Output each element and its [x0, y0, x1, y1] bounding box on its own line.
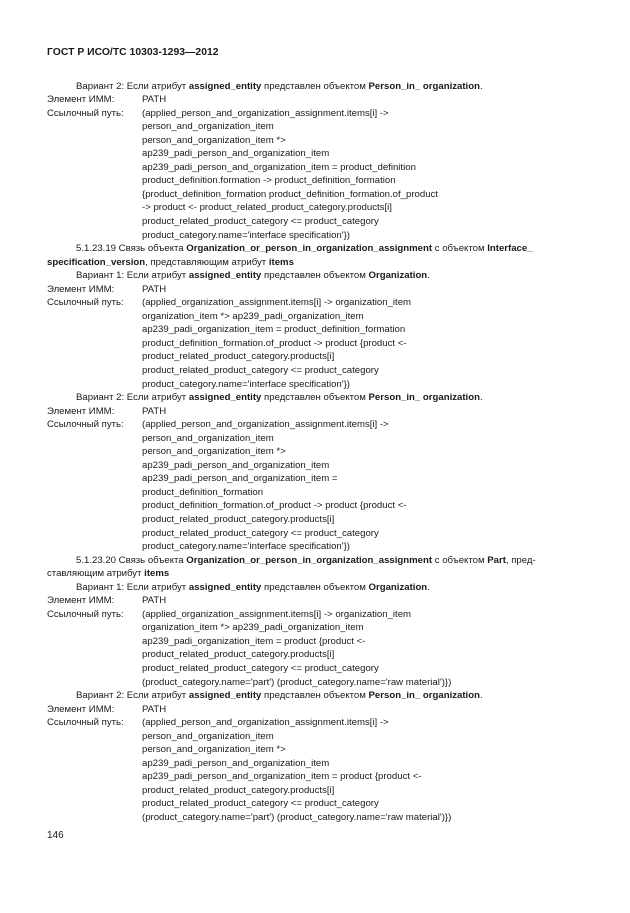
element-value: PATH [142, 94, 167, 106]
reference-path-text: product_related_product_category <= product_category [142, 364, 379, 376]
variant-prefix: Вариант 1: Если атрибут [76, 270, 189, 282]
variant-line [47, 581, 607, 595]
document-body [47, 80, 607, 825]
reference-path-line [47, 134, 607, 148]
section-entity-name: Part [487, 554, 506, 566]
reference-path-text: ap239_padi_person_and_organization_item = product_definition [142, 161, 416, 173]
reference-path-text: product_related_product_category.products[i] [142, 514, 335, 525]
reference-path-text: person_and_organization_item [142, 730, 274, 742]
variant-line [47, 689, 607, 703]
reference-path-text: product_related_product_category <= product_category [142, 663, 379, 675]
reference-path-line [47, 350, 607, 364]
reference-path-line [47, 540, 607, 554]
section-heading-line [47, 256, 607, 270]
reference-path-text: product_related_product_category.products[i] [142, 351, 335, 363]
reference-path-text: (applied_organization_assignment.items[i] -> organization_item [142, 608, 412, 620]
reference-path-line [47, 635, 607, 649]
section-text: 5.1.23.19 Связь объекта [76, 243, 187, 255]
variant-middle: представлен объектом [261, 690, 369, 702]
reference-path-text: product_related_product_category <= product_category [142, 215, 379, 227]
section-entity-name: items [268, 256, 294, 268]
reference-path-text: (applied_person_and_organization_assignment.items[i] -> [142, 419, 389, 431]
variant-prefix: Вариант 2: Если атрибут [76, 392, 189, 404]
reference-path-line [47, 378, 607, 392]
section-heading-line [47, 554, 607, 568]
reference-path-line [47, 459, 607, 473]
section-text: с объектом [432, 554, 488, 566]
reference-path-text: ap239_padi_person_and_organization_item [142, 757, 330, 769]
entity-name: Person_in_ organization [368, 392, 480, 404]
element-line [47, 405, 607, 419]
element-label: Элемент ИММ: [47, 595, 115, 607]
element-line [47, 703, 607, 717]
reference-path-line [47, 784, 607, 798]
reference-path-line [47, 432, 607, 446]
element-label: Элемент ИММ: [47, 94, 115, 106]
reference-path-line [47, 499, 607, 513]
section-entity-name: Interface_ [487, 243, 533, 255]
reference-path-line [47, 229, 607, 243]
reference-path-line [47, 107, 607, 121]
element-label: Элемент ИММ: [47, 283, 115, 295]
reference-path-text: person_and_organization_item *> [142, 134, 286, 146]
reference-path-line [47, 296, 607, 310]
reference-path-line [47, 608, 607, 622]
section-text: 5.1.23.20 Связь объекта [76, 554, 187, 566]
reference-path-text: product_category.name='interface specification'}) [142, 229, 351, 241]
reference-path-line [47, 364, 607, 378]
reference-path-line [47, 716, 607, 730]
entity-name: Organization [368, 581, 428, 593]
reference-path-line [47, 513, 607, 527]
reference-path-line [47, 757, 607, 771]
element-line [47, 594, 607, 608]
element-value: PATH [142, 595, 167, 607]
section-text: ставляющим атрибут [47, 568, 145, 580]
reference-path-line [47, 486, 607, 500]
reference-path-line [47, 743, 607, 757]
entity-name: Person_in_ organization [368, 690, 480, 702]
reference-path-line [47, 797, 607, 811]
reference-path-line [47, 621, 607, 635]
document-header: ГОСТ Р ИСО/ТС 10303-1293—2012 [47, 47, 219, 58]
variant-middle: представлен объектом [261, 392, 369, 404]
attribute-name: assigned_entity [188, 690, 262, 702]
reference-path-line [47, 418, 607, 432]
attribute-name: assigned_entity [188, 581, 262, 593]
reference-path-text: product_definition.formation -> product_definition_formation [142, 175, 396, 187]
reference-path-text: (applied_organization_assignment.items[i] -> organization_item [142, 297, 412, 309]
reference-path-label: Ссылочный путь: [47, 107, 124, 119]
reference-path-text: organization_item *> ap239_padi_organization_item [142, 622, 364, 634]
element-value: PATH [142, 703, 167, 715]
element-label: Элемент ИММ: [47, 703, 115, 715]
reference-path-text: ap239_padi_organization_item = product_definition_formation [142, 324, 406, 336]
variant-middle: представлен объектом [261, 80, 369, 92]
attribute-name: assigned_entity [188, 80, 262, 92]
element-value: PATH [142, 283, 167, 295]
reference-path-line [47, 662, 607, 676]
variant-suffix: . [427, 581, 430, 593]
reference-path-text: -> product <- product_related_product_category.products[i] [142, 202, 392, 214]
reference-path-text: person_and_organization_item [142, 121, 274, 133]
reference-path-line [47, 188, 607, 202]
variant-line [47, 80, 607, 94]
reference-path-text: product_definition_formation.of_product -> product {product <- [142, 337, 407, 349]
reference-path-label: Ссылочный путь: [47, 297, 124, 309]
page-number: 146 [47, 830, 64, 841]
reference-path-text: (product_category.name='part') (product_category.name='raw material')}) [142, 676, 452, 688]
reference-path-line [47, 161, 607, 175]
reference-path-line [47, 527, 607, 541]
reference-path-text: person_and_organization_item *> [142, 744, 286, 756]
reference-path-text: product_related_product_category <= product_category [142, 527, 379, 539]
reference-path-text: person_and_organization_item [142, 432, 274, 444]
reference-path-text: person_and_organization_item *> [142, 446, 286, 458]
variant-line [47, 269, 607, 283]
reference-path-line [47, 337, 607, 351]
reference-path-text: product_related_product_category <= product_category [142, 798, 379, 810]
variant-prefix: Вариант 2: Если атрибут [76, 80, 189, 92]
variant-suffix: . [479, 690, 483, 702]
reference-path-text: ap239_padi_person_and_organization_item [142, 459, 330, 471]
reference-path-text: ap239_padi_person_and_organization_item = [142, 473, 338, 485]
reference-path-line [47, 174, 607, 188]
entity-name: Person_in_ organization [368, 80, 480, 92]
reference-path-line [47, 676, 607, 690]
element-label: Элемент ИММ: [47, 405, 115, 417]
reference-path-text: organization_item *> ap239_padi_organization_item [142, 310, 364, 322]
reference-path-text: product_related_product_category.products[i] [142, 649, 335, 661]
reference-path-text: (applied_person_and_organization_assignment.items[i] -> [142, 717, 389, 729]
reference-path-line [47, 120, 607, 134]
reference-path-text: ap239_padi_person_and_organization_item = product {product <- [142, 771, 422, 783]
variant-suffix: . [479, 80, 483, 92]
variant-middle: представлен объектом [261, 581, 369, 593]
reference-path-line [47, 215, 607, 229]
reference-path-text: (product_category.name='part') (product_category.name='raw material')}) [142, 812, 452, 824]
section-heading-line [47, 242, 607, 256]
section-entity-name: specification_version [47, 256, 146, 268]
reference-path-line [47, 770, 607, 784]
element-line [47, 283, 607, 297]
reference-path-text: product_definition_formation.of_product -> product {product <- [142, 500, 407, 512]
reference-path-line [47, 323, 607, 337]
reference-path-line [47, 310, 607, 324]
reference-path-line [47, 648, 607, 662]
attribute-name: assigned_entity [188, 270, 262, 282]
section-entity-name: Organization_or_person_in_organization_assignment [186, 554, 433, 566]
element-value: PATH [142, 405, 167, 417]
reference-path-line [47, 811, 607, 825]
reference-path-text: product_related_product_category.products[i] [142, 784, 335, 796]
section-entity-name: Organization_or_person_in_organization_assignment [186, 243, 433, 255]
section-text: , представляющим атрибут [145, 256, 269, 268]
reference-path-line [47, 147, 607, 161]
section-text: , пред- [505, 554, 536, 566]
reference-path-text: {product_definition_formation product_definition_formation.of_product [142, 188, 439, 200]
reference-path-label: Ссылочный путь: [47, 717, 124, 729]
reference-path-line [47, 472, 607, 486]
section-heading-line [47, 567, 607, 581]
entity-name: Organization [368, 270, 428, 282]
reference-path-line [47, 445, 607, 459]
reference-path-text: ap239_padi_person_and_organization_item [142, 148, 330, 160]
variant-line [47, 391, 607, 405]
variant-prefix: Вариант 2: Если атрибут [76, 690, 189, 702]
reference-path-text: product_category.name='interface specification'}) [142, 541, 351, 553]
element-line [47, 93, 607, 107]
reference-path-text: ap239_padi_organization_item = product {product <- [142, 635, 366, 647]
variant-suffix: . [427, 270, 430, 282]
variant-suffix: . [479, 392, 483, 404]
section-entity-name: items [144, 568, 170, 580]
reference-path-label: Ссылочный путь: [47, 608, 124, 620]
reference-path-text: product_definition_formation [142, 486, 264, 498]
reference-path-label: Ссылочный путь: [47, 419, 124, 431]
reference-path-text: product_category.name='interface specification'}) [142, 378, 351, 390]
variant-middle: представлен объектом [261, 270, 369, 282]
variant-prefix: Вариант 1: Если атрибут [76, 581, 189, 593]
reference-path-text: (applied_person_and_organization_assignment.items[i] -> [142, 107, 389, 119]
reference-path-line [47, 201, 607, 215]
section-text: с объектом [432, 243, 488, 255]
reference-path-line [47, 730, 607, 744]
attribute-name: assigned_entity [188, 392, 262, 404]
